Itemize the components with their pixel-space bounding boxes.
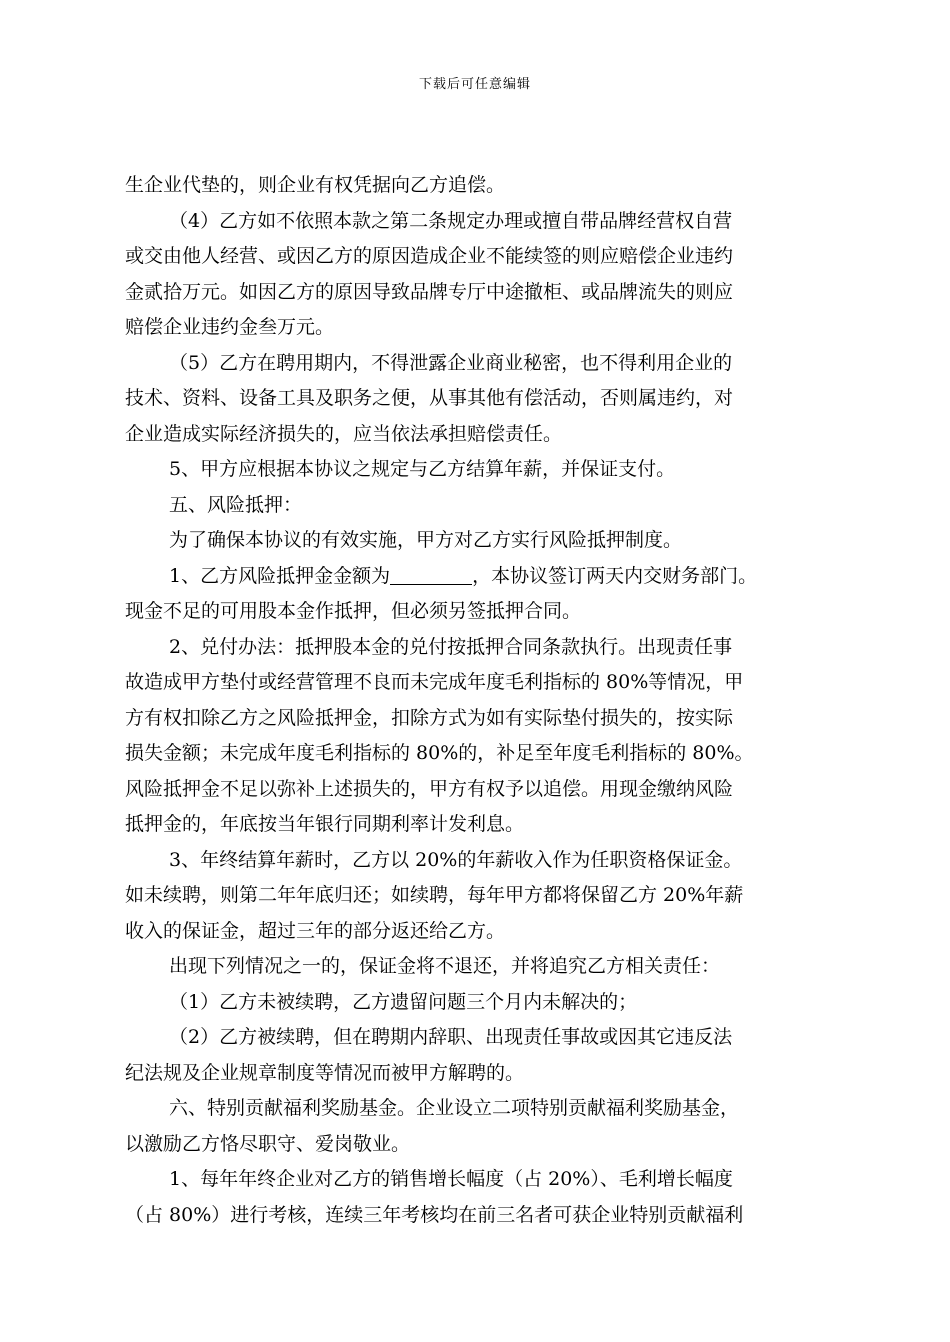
paragraph-line: 故造成甲方垫付或经营管理不良而未完成年度毛利指标的 80%等情况，甲 [125, 671, 744, 693]
paragraph-line: （4）乙方如不依照本款之第二条规定办理或擅自带品牌经营权自营 [169, 209, 733, 232]
paragraph-line: （1）乙方未被续聘，乙方遗留问题三个月内未解决的； [169, 990, 638, 1013]
section-heading: 六、特别贡献福利奖励基金。企业设立二项特别贡献福利奖励基金， [169, 1097, 740, 1119]
paragraph-line: 风险抵押金不足以弥补上述损失的，甲方有权予以追偿。用现金缴纳风险 [125, 777, 734, 800]
amount-blank [390, 565, 472, 585]
paragraph-line: 3、年终结算年薪时，乙方以 20%的年薪收入作为任职资格保证金。 [169, 848, 743, 871]
paragraph-line: 以激励乙方恪尽职守、爱岗敬业。 [125, 1132, 411, 1155]
amount-tail: ，本协议签订两天内交财务部门。 [472, 564, 758, 587]
paragraph-line: （2）乙方被续聘，但在聘期内辞职、出现责任事故或因其它违反法 [169, 1026, 733, 1048]
amount-label: 1、乙方风险抵押金金额为 [169, 564, 391, 587]
paragraph-line: 纪法规及企业规章制度等情况而被甲方解聘的。 [125, 1061, 525, 1084]
paragraph-line: 为了确保本协议的有效实施，甲方对乙方实行风险抵押制度。 [169, 529, 683, 551]
paragraph-line: 如未续聘，则第二年年底归还；如续聘，每年甲方都将保留乙方 20%年薪 [125, 884, 744, 906]
paragraph-line: 抵押金的，年底按当年银行同期利率计发利息。 [125, 813, 525, 835]
paragraph-line: 现金不足的可用股本金作抵押，但必须另签抵押合同。 [125, 600, 582, 622]
paragraph-line: 赔偿企业违约金叁万元。 [125, 316, 335, 338]
paragraph-line: （占 80%）进行考核，连续三年考核均在前三名者可获企业特别贡献福利 [125, 1203, 744, 1226]
paragraph-line: 出现下列情况之一的，保证金将不退还，并将追究乙方相关责任： [169, 955, 721, 977]
paragraph-line: 企业造成实际经济损失的，应当依法承担赔偿责任。 [125, 422, 563, 445]
paragraph-line: 1、每年年终企业对乙方的销售增长幅度（占 20%）、毛利增长幅度 [169, 1168, 733, 1190]
page-header: 下载后可任意编辑 [418, 77, 531, 92]
paragraph-line: 技术、资料、设备工具及职务之便，从事其他有偿活动，否则属违约，对 [125, 387, 734, 409]
section-heading: 五、风险抵押： [169, 493, 303, 516]
paragraph-line: 金贰拾万元。如因乙方的原因导致品牌专厅中途撤柜、或品牌流失的则应 [125, 280, 734, 303]
paragraph-line: 方有权扣除乙方之风险抵押金，扣除方式为如有实际垫付损失的，按实际 [125, 706, 734, 729]
paragraph-line: （5）乙方在聘用期内，不得泄露企业商业秘密，也不得利用企业的 [169, 351, 733, 374]
paragraph-line [125, 559, 835, 595]
paragraph-line: 5、甲方应根据本协议之规定与乙方结算年薪，并保证支付。 [169, 458, 676, 480]
document-body [125, 168, 835, 1233]
paragraph-line: 损失金额；未完成年度毛利指标的 80%的，补足至年度毛利指标的 80%。 [125, 742, 754, 764]
paragraph-line: 2、兑付办法：抵押股本金的兑付按抵押合同条款执行。出现责任事 [169, 635, 733, 658]
paragraph-line: 收入的保证金，超过三年的部分返还给乙方。 [125, 919, 506, 942]
paragraph-line: 生企业代垫的，则企业有权凭据向乙方追偿。 [125, 174, 506, 196]
paragraph-line: 或交由他人经营、或因乙方的原因造成企业不能续签的则应赔偿企业违约 [125, 245, 734, 267]
